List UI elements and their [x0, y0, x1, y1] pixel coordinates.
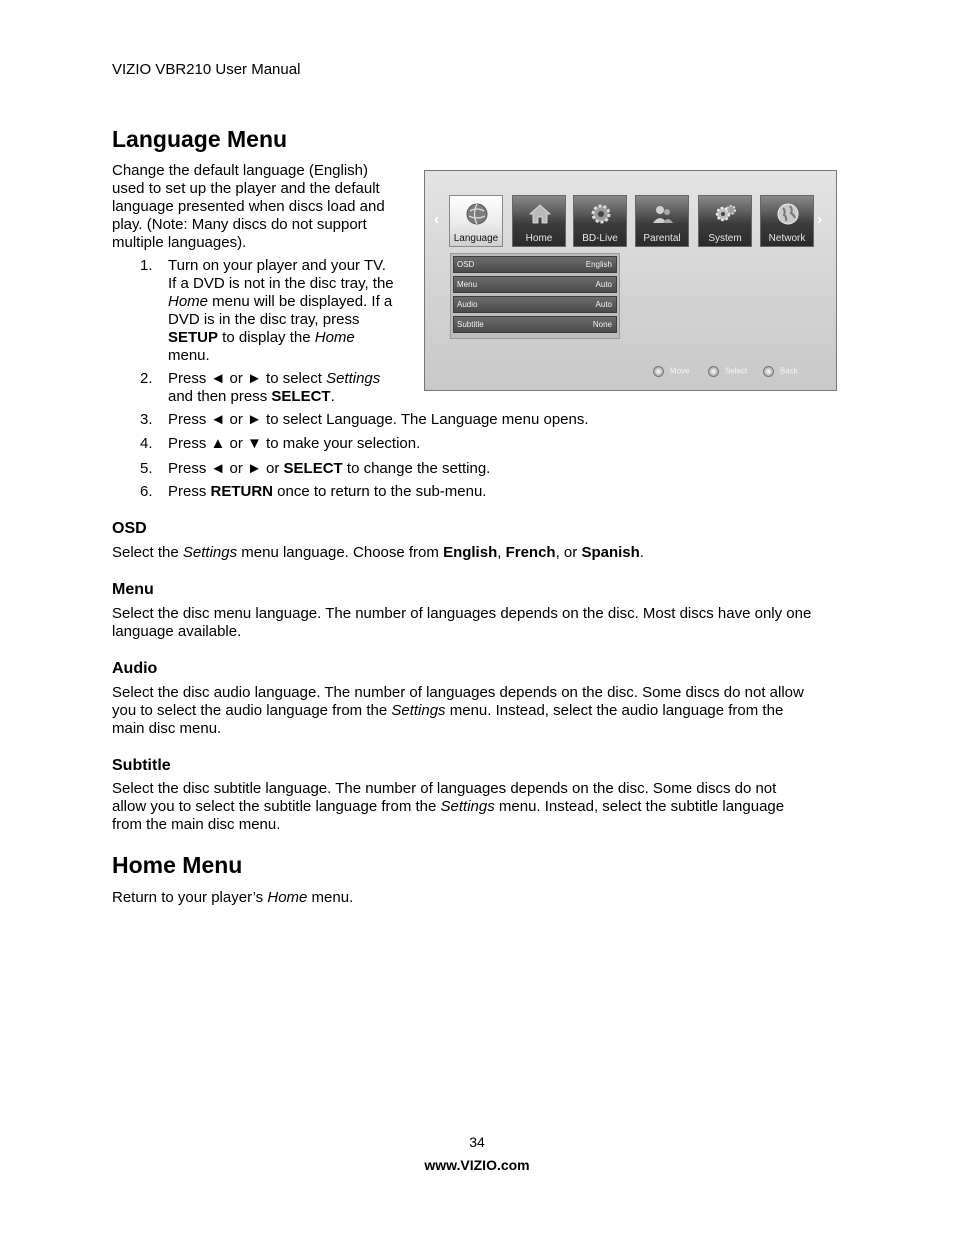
text-line	[168, 257, 394, 275]
tab-label: Language	[453, 233, 499, 244]
legend-back-label: Back	[780, 366, 798, 376]
language-menu-screenshot	[424, 170, 837, 391]
text-line	[112, 605, 811, 623]
legend-select-label: Select	[725, 366, 748, 376]
legend-move-label: Move	[670, 366, 690, 376]
text-run: to change the setting.	[342, 460, 491, 477]
text-line: play. (Note: Many discs do not support	[112, 216, 367, 233]
tab-home[interactable]	[512, 195, 566, 247]
section-heading-language-menu: Language Menu	[112, 126, 288, 152]
text-run: RETURN	[210, 483, 274, 500]
subtitle-paragraph	[112, 780, 784, 834]
text-run: Settings	[326, 370, 381, 387]
text-run: SETUP	[168, 329, 219, 346]
people-icon	[651, 202, 675, 226]
text-run: main disc menu.	[112, 720, 222, 737]
tab-label: Parental	[643, 233, 681, 244]
text-run: If a DVD is not in the disc tray, the	[168, 275, 394, 292]
menu-row-osd[interactable]	[453, 256, 617, 273]
text-run: French	[505, 544, 556, 561]
text-run: allow you to select the subtitle language from the	[112, 798, 441, 815]
text-line	[168, 483, 486, 501]
text-run: Press ▲ or ▼ to make your selection.	[168, 435, 421, 452]
text-run: Settings	[182, 544, 238, 561]
text-run: Press ◄ or ► to select	[168, 370, 327, 387]
menu-row-value: Auto	[595, 280, 612, 289]
tab-parental[interactable]	[635, 195, 689, 247]
menu-row-label: Audio	[457, 300, 478, 309]
text-line	[168, 347, 394, 365]
step-number: 2.	[140, 370, 153, 387]
step-text	[168, 460, 490, 478]
text-line: used to set up the player and the default	[112, 180, 380, 197]
home-paragraph	[112, 889, 353, 907]
menu-row-audio[interactable]	[453, 296, 617, 313]
text-run: SELECT	[271, 388, 331, 405]
back-icon	[763, 366, 774, 377]
globe-gear-icon	[465, 202, 489, 226]
text-line	[168, 435, 420, 453]
running-header: VIZIO VBR210 User Manual	[112, 61, 301, 78]
right-arrow-icon: ›	[817, 211, 823, 228]
text-run: menu will be displayed. If a	[208, 293, 393, 310]
text-run: menu.	[168, 347, 210, 364]
subheading-subtitle: Subtitle	[112, 757, 171, 774]
text-line: language presented when discs load and	[112, 198, 385, 215]
language-settings-panel	[450, 253, 620, 339]
menu-row-label: Subtitle	[457, 320, 484, 329]
gear-icon	[589, 202, 613, 226]
audio-paragraph	[112, 684, 804, 738]
text-run: .	[639, 544, 644, 561]
text-line	[112, 720, 804, 738]
legend-select	[708, 366, 747, 377]
step-text	[168, 370, 380, 406]
tab-label: Network	[768, 233, 806, 244]
tab-network[interactable]	[760, 195, 814, 247]
text-run: Return to your player’s	[112, 889, 268, 906]
osd-paragraph	[112, 544, 644, 562]
text-line	[112, 780, 784, 798]
menu-row-label: Menu	[457, 280, 478, 289]
tab-system[interactable]	[698, 195, 752, 247]
page-number: 34	[469, 1134, 485, 1150]
text-run: Select the	[112, 544, 183, 561]
tab-language[interactable]	[449, 195, 503, 247]
house-icon	[528, 202, 552, 226]
footer-url: www.VIZIO.com	[424, 1157, 530, 1173]
text-run: Home	[314, 329, 355, 346]
text-line	[168, 411, 589, 429]
text-line: Change the default language (English)	[112, 162, 369, 179]
text-line	[112, 544, 644, 562]
legend-back	[763, 366, 798, 377]
text-line	[168, 370, 380, 388]
text-run: Home	[168, 293, 209, 310]
text-run: menu.	[307, 889, 354, 906]
step-number: 6.	[140, 483, 153, 500]
text-run: menu language. Choose from	[237, 544, 444, 561]
tab-bd-live[interactable]	[573, 195, 627, 247]
text-run: Select the disc audio language. The number of languages depends on the disc. Some discs do not allow	[112, 684, 804, 701]
text-line	[168, 388, 380, 406]
text-line	[112, 684, 804, 702]
step-text	[168, 435, 420, 453]
text-line	[168, 293, 394, 311]
text-run: Press	[168, 483, 211, 500]
gears-icon	[714, 202, 738, 226]
text-line	[112, 889, 353, 907]
text-run: English	[443, 544, 498, 561]
text-run: Settings	[391, 702, 446, 719]
text-run: from the main disc menu.	[112, 816, 281, 833]
text-run: Select the disc menu language. The number of languages depends on the disc. Most discs have only one	[112, 605, 812, 622]
text-run: menu. Instead, select the audio language from the	[445, 702, 784, 719]
tab-label: BD-Live	[582, 233, 618, 244]
text-run: ,	[497, 544, 506, 561]
text-run: you to select the audio language from the	[112, 702, 392, 719]
menu-row-label: OSD	[457, 260, 475, 269]
text-line	[112, 623, 811, 641]
text-run: , or	[555, 544, 582, 561]
text-line	[112, 702, 804, 720]
text-run: DVD is in the disc tray, press	[168, 311, 360, 328]
globe-icon	[776, 202, 800, 226]
text-run: Turn on your player and your TV.	[168, 257, 386, 274]
text-run: Home	[267, 889, 308, 906]
menu-row-subtitle[interactable]	[453, 316, 617, 333]
subheading-audio: Audio	[112, 660, 158, 677]
step-text	[168, 483, 486, 501]
text-run: to display the	[218, 329, 315, 346]
text-line	[112, 798, 784, 816]
step-number: 1.	[140, 257, 153, 274]
menu-row-menu[interactable]	[453, 276, 617, 293]
menu-row-value: None	[592, 320, 612, 329]
text-run: Settings	[440, 798, 495, 815]
text-line: multiple languages).	[112, 234, 247, 251]
text-run: and then press	[168, 388, 272, 405]
text-run: once to return to the sub-menu.	[273, 483, 487, 500]
text-line	[168, 329, 394, 347]
menu-row-value: Auto	[595, 300, 612, 309]
step-text	[168, 411, 589, 429]
select-icon	[708, 366, 719, 377]
menu-row-value: English	[585, 260, 612, 269]
step-number: 5.	[140, 460, 153, 477]
text-run: Spanish	[581, 544, 640, 561]
section-heading-home-menu: Home Menu	[112, 852, 243, 878]
text-line	[168, 275, 394, 293]
menu-paragraph	[112, 605, 811, 641]
text-run: language available.	[112, 623, 242, 640]
subheading-menu: Menu	[112, 581, 154, 598]
text-run: Select the disc subtitle language. The number of languages depends on the disc. Some discs do not	[112, 780, 777, 797]
text-line	[168, 311, 394, 329]
step-text	[168, 257, 394, 365]
text-run: menu. Instead, select the subtitle language	[494, 798, 785, 815]
tab-label: System	[708, 233, 742, 244]
move-icon	[653, 366, 664, 377]
step-number: 4.	[140, 435, 153, 452]
text-run: .	[330, 388, 335, 405]
text-run: Press ◄ or ► or	[168, 460, 284, 477]
text-line	[168, 460, 490, 478]
subheading-osd: OSD	[112, 520, 147, 537]
text-line	[112, 816, 784, 834]
left-arrow-icon: ‹	[434, 211, 440, 228]
intro-paragraph	[112, 162, 385, 252]
step-number: 3.	[140, 411, 153, 428]
legend-move	[653, 366, 690, 377]
tab-label: Home	[525, 233, 553, 244]
text-run: SELECT	[283, 460, 343, 477]
text-run: Press ◄ or ► to select Language. The Language menu opens.	[168, 411, 589, 428]
